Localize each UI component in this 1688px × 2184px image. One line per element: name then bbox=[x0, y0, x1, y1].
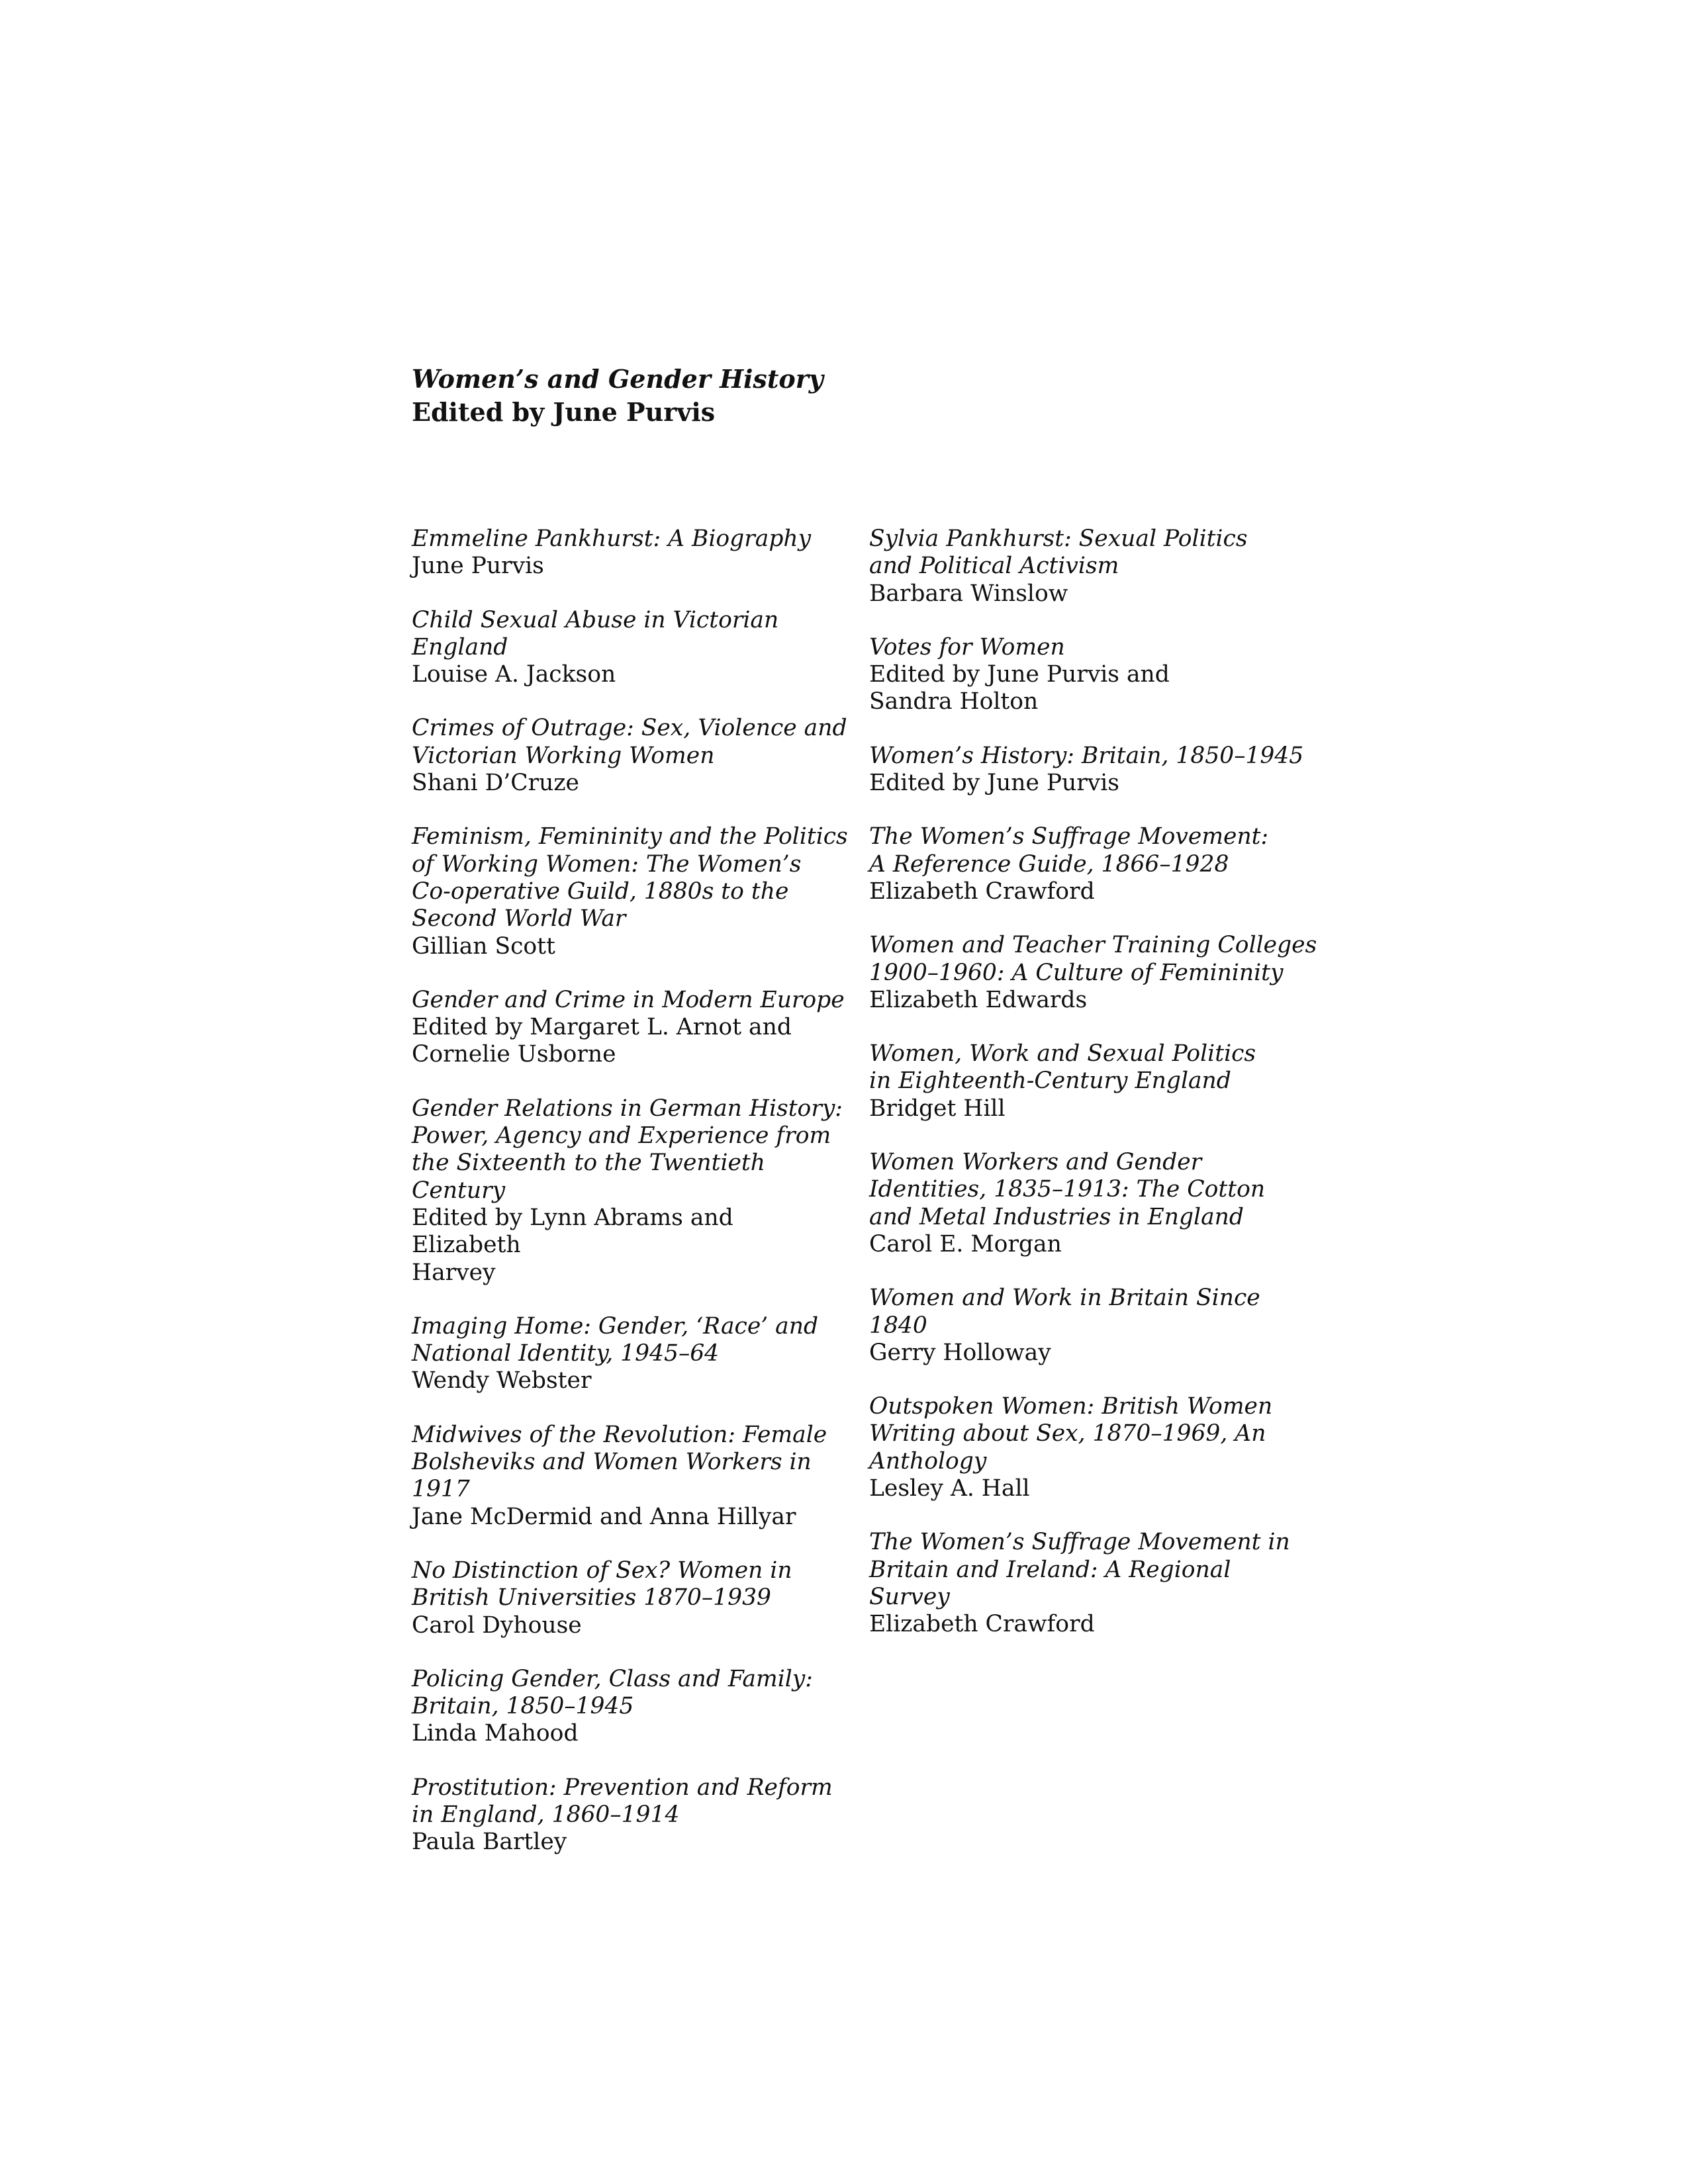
book-author: Bridget Hill bbox=[869, 1095, 1006, 1122]
book-author: Lesley A. Hall bbox=[869, 1475, 1030, 1502]
book-author: Gerry Holloway bbox=[869, 1339, 1051, 1366]
book-author: Wendy Webster bbox=[412, 1367, 592, 1394]
book-entry bbox=[412, 1422, 849, 1531]
right-column bbox=[869, 525, 1319, 1665]
book-title: Imaging Home: Gender, ‘Race’ and National Identity, 1945–64 bbox=[412, 1312, 819, 1367]
book-author: Gillian Scott bbox=[412, 933, 555, 960]
book-title: Child Sexual Abuse in Victorian England bbox=[412, 606, 779, 660]
book-entry bbox=[412, 1774, 849, 1856]
book-author: Edited by June Purvis bbox=[869, 770, 1119, 797]
book-author: Elizabeth Crawford bbox=[869, 878, 1095, 905]
book-title: Midwives of the Revolution: Female Bolsheviks and Women Workers in 1917 bbox=[412, 1421, 827, 1503]
book-author: Carol E. Morgan bbox=[869, 1230, 1062, 1257]
book-author: Barbara Winslow bbox=[869, 580, 1068, 607]
book-entry bbox=[869, 743, 1319, 797]
book-title: Women, Work and Sexual Politics in Eighteenth-Century England bbox=[869, 1040, 1256, 1095]
book-entry bbox=[869, 1285, 1319, 1367]
book-author: Edited by Lynn Abrams and Elizabeth Harvey bbox=[412, 1204, 733, 1286]
book-title: Sylvia Pankhurst: Sexual Politics and Political Activism bbox=[869, 525, 1248, 580]
book-title: Gender Relations in German History: Power, Agency and Experience from the Sixteenth to the Twentieth Century bbox=[412, 1095, 843, 1204]
book-title: Policing Gender, Class and Family: Britain, 1850–1945 bbox=[412, 1665, 813, 1720]
book-title: No Distinction of Sex? Women in British Universities 1870–1939 bbox=[412, 1557, 792, 1612]
book-author: Paula Bartley bbox=[412, 1829, 567, 1856]
book-entry bbox=[412, 987, 849, 1069]
book-author: Jane McDermid and Anna Hillyar bbox=[412, 1503, 796, 1530]
book-author: Elizabeth Crawford bbox=[869, 1611, 1095, 1638]
book-author: Louise A. Jackson bbox=[412, 661, 616, 688]
book-author: Edited by Margaret L. Arnot and Cornelie Usborne bbox=[412, 1014, 792, 1068]
left-column bbox=[412, 525, 849, 1883]
book-title: Women and Teacher Training Colleges 1900–1960: A Culture of Femininity bbox=[869, 932, 1317, 986]
book-entry bbox=[412, 1557, 849, 1639]
book-entry bbox=[869, 932, 1319, 1014]
book-entry bbox=[412, 715, 849, 797]
book-entry bbox=[869, 634, 1319, 716]
book-title: Votes for Women bbox=[869, 633, 1065, 660]
book-author: Linda Mahood bbox=[412, 1720, 579, 1747]
book-title: Prostitution: Prevention and Reform in England, 1860–1914 bbox=[412, 1774, 833, 1828]
book-entry bbox=[412, 1666, 849, 1748]
book-title: Women Workers and Gender Identities, 1835–1913: The Cotton and Metal Industries in England bbox=[869, 1149, 1266, 1230]
series-title: Women’s and Gender History bbox=[412, 364, 823, 394]
book-entry bbox=[869, 1040, 1319, 1122]
book-entry bbox=[412, 823, 849, 960]
series-header bbox=[412, 363, 1338, 429]
series-editor: Edited by June Purvis bbox=[412, 397, 716, 427]
book-title: Outspoken Women: British Women Writing about Sex, 1870–1969, An Anthology bbox=[869, 1393, 1273, 1475]
book-title: Feminism, Femininity and the Politics of Working Women: The Women’s Co-operative Guild, 1880s to the Second World War bbox=[412, 823, 848, 933]
book-title: Gender and Crime in Modern Europe bbox=[412, 986, 845, 1013]
book-author: June Purvis bbox=[412, 553, 544, 580]
book-author: Elizabeth Edwards bbox=[869, 986, 1088, 1013]
book-author: Edited by June Purvis and Sandra Holton bbox=[869, 661, 1170, 715]
book-title: Crimes of Outrage: Sex, Violence and Victorian Working Women bbox=[412, 715, 847, 769]
book-title: The Women’s Suffrage Movement: A Reference Guide, 1866–1928 bbox=[869, 823, 1269, 878]
book-entry bbox=[869, 1149, 1319, 1258]
book-entry bbox=[412, 1095, 849, 1287]
book-entry bbox=[869, 1529, 1319, 1638]
book-title: The Women’s Suffrage Movement in Britain and Ireland: A Regional Survey bbox=[869, 1529, 1290, 1610]
book-entry bbox=[869, 525, 1319, 608]
book-author: Shani D’Cruze bbox=[412, 770, 579, 797]
book-title: Emmeline Pankhurst: A Biography bbox=[412, 525, 812, 552]
book-entry bbox=[869, 823, 1319, 905]
book-author: Carol Dyhouse bbox=[412, 1612, 582, 1639]
book-title: Women’s History: Britain, 1850–1945 bbox=[869, 742, 1304, 769]
book-entry bbox=[412, 1313, 849, 1395]
book-entry bbox=[412, 525, 849, 580]
book-entry bbox=[869, 1393, 1319, 1502]
book-entry bbox=[412, 607, 849, 689]
book-title: Women and Work in Britain Since 1840 bbox=[869, 1285, 1260, 1339]
